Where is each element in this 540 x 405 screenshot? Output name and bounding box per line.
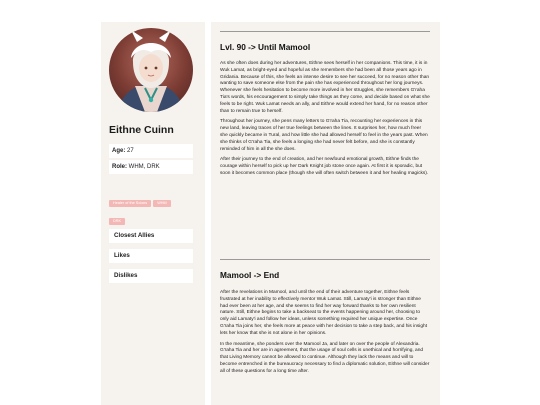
paragraph: As she often does during her adventures, Eithne sees herself in her companions. This time, it is in Wuk Lamat, as bright-eyed and hopeful as she remembers she had been all those years ago in Gridania. Because of this, she feels an intense desire to see her succeed, for no reason other than wanting to save someone else from the pain she has experienced throughout her long journeys. Whenever she feels hesitation to become more involved in her struggles, she remembers G'raha Tia's words, his encouragement to simply take things as they come, and decide based on what she feels to be right. Wuk Lamat needs an ally, and Eithne would extend her hand, for no reason other than to remain true to herself.: [220, 61, 430, 114]
section-body-mamool: [220, 290, 430, 376]
paragraph: After their journey to the end of creation, and her newfound emotional growth, Eithne finds the courage within herself to pick up her Dark Knight job stone once again. At first it is sporadic, but soon it becomes common place (though she will often switch between it and her healing magicks).: [220, 157, 429, 176]
role-field: [109, 160, 193, 174]
story-content: [211, 22, 440, 405]
age-value: 27: [127, 148, 134, 154]
role-value: WHM, DRK: [128, 164, 160, 170]
character-avatar: [109, 28, 193, 112]
character-name: Eithne Cuinn: [109, 124, 174, 136]
age-field: [109, 144, 193, 158]
section-divider: [220, 31, 430, 32]
tag-drk: DRK: [109, 218, 125, 225]
tag-whm: WHM: [153, 200, 171, 207]
profile-sidebar: [101, 22, 205, 405]
paragraph: After the revelations in Mamool, and until the end of their adventure together, Eithne feels frustrated at her inability to effectively mentor Wuk Lamat. Still, Lamaty'i is stronger than Eithne had ever been at her age, and she seems to find her way forward thanks to her own resilient nature. Still, Eithne begins to take a backseat to the events happening around her, choosing to only aid Lamaty'i and follow her ideas, unless something required her unique expertise. Once G'raha Tia joins her, she feels more at peace with her decision to take a step back, and his insight lets her know that she is not alone in her opinions.: [220, 290, 428, 336]
tag-title: Healer of the Scions: [109, 200, 151, 207]
role-label: Role:: [112, 164, 127, 170]
paragraph: In the meantime, she ponders over the Mamool Ja, and later on over the people of Alexandria. G'raha Tia and her are in agreement, that the usage of soul cells is unethical and horrifying, and that Living Memory cannot be allowed to continue. Although they lack the means and will to become entrenched in the bureaucracy necessary to find a diplomatic solution, Eithne will consider all of these questions for a long time after.: [220, 341, 430, 374]
likes-toggle[interactable]: Likes: [109, 249, 193, 263]
dislikes-toggle[interactable]: Dislikes: [109, 269, 193, 283]
profile-page: [101, 22, 440, 405]
paragraph: Throughout her journey, she pens many letters to G'raha Tia, recounting her experiences in this new land, leaving traces of her true feelings between the lines. It surprises her, how much freer she quickly became in Tural, and how little she had allowed herself to feel in the years past. When she thinks of G'raha Tia, she feels a longing she had never felt before, and she is constantly reminded of him in all the she does.: [220, 119, 428, 152]
section-title-mamool: Mamool -> End: [220, 270, 280, 280]
section-divider: [220, 259, 430, 260]
age-label: Age:: [112, 148, 126, 154]
closest-allies-toggle[interactable]: Closest Allies: [109, 229, 193, 243]
section-body-lvl90: [220, 61, 430, 178]
section-title-lvl90: Lvl. 90 -> Until Mamool: [220, 42, 311, 52]
avatar-illustration: [109, 28, 193, 112]
